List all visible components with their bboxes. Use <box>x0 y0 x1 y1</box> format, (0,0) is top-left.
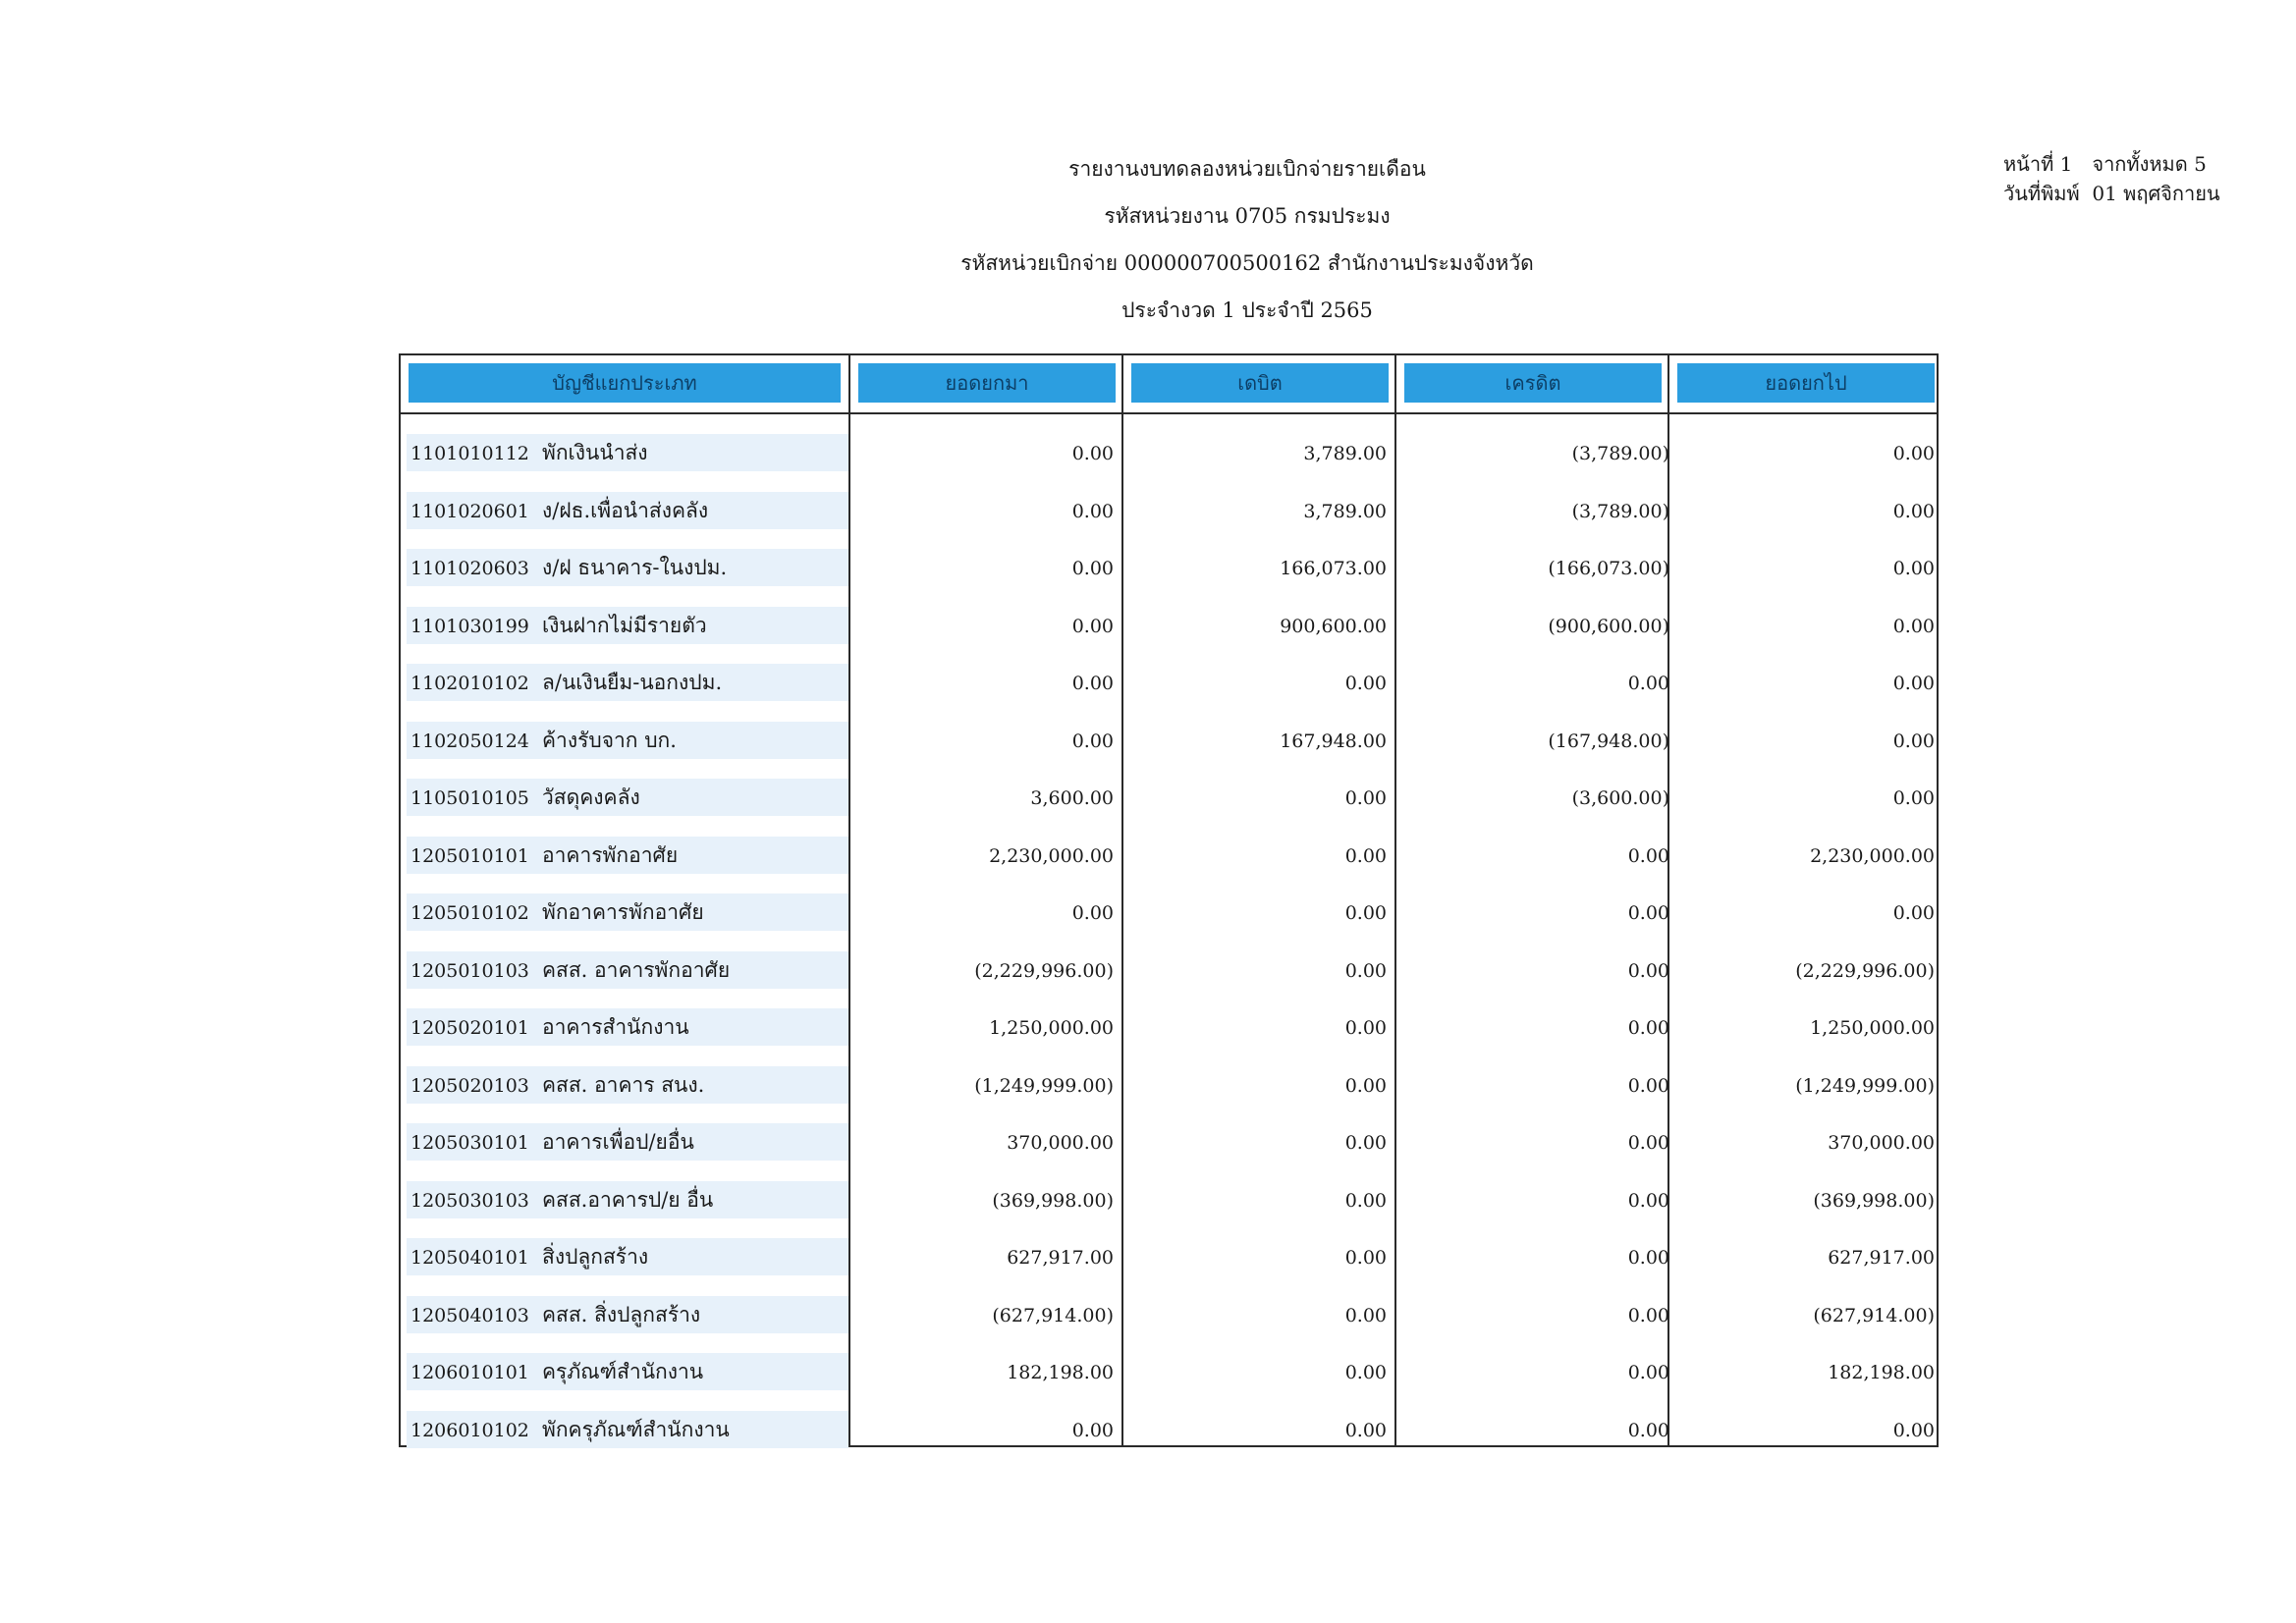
table-row <box>401 771 1937 829</box>
table-row <box>401 944 1937 1001</box>
credit-value: 0.00 <box>1627 1419 1669 1441</box>
carried-forward-value: 0.00 <box>1892 443 1935 464</box>
account-name: คสส.อาคารป/ย อื่น <box>542 1187 714 1212</box>
table-row <box>401 1230 1937 1288</box>
column-header-account: บัญชีแยกประเภท <box>409 363 841 403</box>
column-header-debit: เดบิต <box>1131 363 1389 403</box>
account-code: 1101020601 <box>410 500 529 522</box>
account-code: 1101020603 <box>410 558 529 579</box>
account-name: ครุภัณฑ์สำนักงาน <box>542 1360 704 1383</box>
column-header-carried-forward: ยอดยกไป <box>1677 363 1935 403</box>
account-code: 1205020103 <box>410 1074 529 1097</box>
brought-forward-value: (1,249,999.00) <box>974 1074 1114 1097</box>
credit-value: (3,600.00) <box>1571 787 1669 809</box>
table-row <box>401 829 1937 887</box>
account-name: อาคารพักอาศัย <box>542 842 679 867</box>
carried-forward-value: 370,000.00 <box>1828 1132 1935 1154</box>
credit-value: 0.00 <box>1627 1189 1669 1212</box>
table-row <box>401 426 1937 484</box>
brought-forward-value: 0.00 <box>1071 558 1114 579</box>
brought-forward-value: 0.00 <box>1071 500 1114 522</box>
account-code: 1205010102 <box>410 902 529 924</box>
table-row <box>401 656 1937 714</box>
brought-forward-value: 0.00 <box>1071 673 1114 694</box>
table-row <box>401 714 1937 772</box>
account-name: ค้างรับจาก บก. <box>542 728 677 752</box>
page-info <box>2003 149 2278 208</box>
carried-forward-value: (1,249,999.00) <box>1795 1074 1935 1097</box>
account-name: สิ่งปลูกสร้าง <box>542 1245 649 1269</box>
account-code: 1101010112 <box>410 443 529 464</box>
debit-value: 0.00 <box>1344 1074 1387 1097</box>
account-code: 1205030103 <box>410 1189 529 1212</box>
account-code: 1101030199 <box>410 615 529 637</box>
debit-value: 3,789.00 <box>1303 443 1387 464</box>
debit-value: 0.00 <box>1344 1304 1387 1326</box>
table-header <box>401 363 1937 403</box>
carried-forward-value: 0.00 <box>1892 787 1935 809</box>
brought-forward-value: 0.00 <box>1071 443 1114 464</box>
credit-value: 0.00 <box>1627 902 1669 924</box>
account-name: วัสดุคงคลัง <box>542 785 640 809</box>
account-name: ง/ฝธ.เพื่อนำส่งคลัง <box>542 498 709 522</box>
debit-value: 0.00 <box>1344 1189 1387 1212</box>
carried-forward-value: 627,917.00 <box>1828 1247 1935 1269</box>
brought-forward-value: 2,230,000.00 <box>989 844 1114 867</box>
debit-value: 0.00 <box>1344 1132 1387 1154</box>
credit-value: 0.00 <box>1627 1362 1669 1383</box>
credit-value: (167,948.00) <box>1548 730 1669 752</box>
table-row <box>401 1403 1937 1461</box>
account-name: เงินฝากไม่มีรายตัว <box>542 613 707 637</box>
print-date: 01 พฤศจิกายน <box>2092 182 2220 205</box>
report-header <box>884 145 1611 334</box>
brought-forward-value: (627,914.00) <box>992 1304 1114 1326</box>
account-code: 1205010101 <box>410 844 529 867</box>
carried-forward-value: 182,198.00 <box>1828 1362 1935 1383</box>
print-date-label: วันที่พิมพ์ <box>2003 182 2080 205</box>
debit-value: 0.00 <box>1344 787 1387 809</box>
brought-forward-value: (2,229,996.00) <box>974 959 1114 982</box>
account-name: อาคารเพื่อป/ยอื่น <box>542 1130 694 1154</box>
debit-value: 0.00 <box>1344 844 1387 867</box>
carried-forward-value: 0.00 <box>1892 1419 1935 1441</box>
debit-value: 0.00 <box>1344 673 1387 694</box>
account-name: คสส. สิ่งปลูกสร้าง <box>542 1302 701 1326</box>
credit-value: 0.00 <box>1627 1304 1669 1326</box>
table-row <box>401 1173 1937 1231</box>
account-code: 1102010102 <box>410 673 529 694</box>
carried-forward-value: 0.00 <box>1892 558 1935 579</box>
debit-value: 0.00 <box>1344 1017 1387 1039</box>
brought-forward-value: 0.00 <box>1071 730 1114 752</box>
table-row <box>401 1001 1937 1058</box>
brought-forward-value: 0.00 <box>1071 902 1114 924</box>
carried-forward-value: (2,229,996.00) <box>1795 959 1935 982</box>
credit-value: 0.00 <box>1627 844 1669 867</box>
account-name: คสส. อาคารพักอาศัย <box>542 957 731 982</box>
credit-value: 0.00 <box>1627 1247 1669 1269</box>
carried-forward-value: (627,914.00) <box>1813 1304 1935 1326</box>
brought-forward-value: (369,998.00) <box>992 1189 1114 1212</box>
account-code: 1205010103 <box>410 959 529 982</box>
page-total: จากทั้งหมด 5 <box>2092 152 2207 176</box>
account-code: 1205040101 <box>410 1247 529 1269</box>
account-code: 1205040103 <box>410 1304 529 1326</box>
account-code: 1205020101 <box>410 1017 529 1039</box>
account-name: พักอาคารพักอาศัย <box>542 900 704 924</box>
credit-value: 0.00 <box>1627 959 1669 982</box>
brought-forward-value: 1,250,000.00 <box>989 1017 1114 1039</box>
table-row <box>401 484 1937 542</box>
account-code: 1205030101 <box>410 1132 529 1154</box>
credit-value: 0.00 <box>1627 1017 1669 1039</box>
debit-value: 166,073.00 <box>1280 558 1387 579</box>
debit-value: 3,789.00 <box>1303 500 1387 522</box>
account-name: คสส. อาคาร สนง. <box>542 1072 705 1097</box>
account-name: พักครุภัณฑ์สำนักงาน <box>542 1417 730 1441</box>
table-row <box>401 1345 1937 1403</box>
period-line: ประจำงวด 1 ประจำปี 2565 <box>1121 298 1373 322</box>
debit-value: 0.00 <box>1344 902 1387 924</box>
agency-line: รหัสหน่วยงาน 0705 กรมประมง <box>1104 204 1391 228</box>
debit-value: 0.00 <box>1344 1247 1387 1269</box>
brought-forward-value: 0.00 <box>1071 1419 1114 1441</box>
table-row <box>401 1058 1937 1116</box>
debit-value: 0.00 <box>1344 959 1387 982</box>
carried-forward-value: 0.00 <box>1892 500 1935 522</box>
disbursing-unit-line: รหัสหน่วยเบิกจ่าย 000000700500162 สำนักงานประมงจังหวัด <box>960 251 1534 275</box>
brought-forward-value: 182,198.00 <box>1007 1362 1114 1383</box>
debit-value: 0.00 <box>1344 1419 1387 1441</box>
credit-value: (3,789.00) <box>1571 443 1669 464</box>
carried-forward-value: (369,998.00) <box>1813 1189 1935 1212</box>
credit-value: (166,073.00) <box>1548 558 1669 579</box>
debit-value: 0.00 <box>1344 1362 1387 1383</box>
column-header-brought-forward: ยอดยกมา <box>858 363 1116 403</box>
account-code: 1206010102 <box>410 1419 529 1441</box>
credit-value: (900,600.00) <box>1548 615 1669 637</box>
brought-forward-value: 370,000.00 <box>1007 1132 1114 1154</box>
account-code: 1102050124 <box>410 730 529 752</box>
debit-value: 900,600.00 <box>1280 615 1387 637</box>
carried-forward-value: 0.00 <box>1892 730 1935 752</box>
trial-balance-table <box>399 353 1939 1447</box>
debit-value: 167,948.00 <box>1280 730 1387 752</box>
brought-forward-value: 627,917.00 <box>1007 1247 1114 1269</box>
table-row <box>401 599 1937 657</box>
report-title: รายงานงบทดลองหน่วยเบิกจ่ายรายเดือน <box>1068 157 1426 181</box>
account-code: 1105010105 <box>410 787 529 809</box>
table-row <box>401 1288 1937 1346</box>
carried-forward-value: 1,250,000.00 <box>1810 1017 1935 1039</box>
carried-forward-value: 0.00 <box>1892 615 1935 637</box>
carried-forward-value: 0.00 <box>1892 673 1935 694</box>
carried-forward-value: 2,230,000.00 <box>1810 844 1935 867</box>
account-code: 1206010101 <box>410 1362 529 1383</box>
account-name: อาคารสำนักงาน <box>542 1015 689 1039</box>
account-name: ง/ฝ ธนาคาร-ในงปม. <box>542 556 728 579</box>
credit-value: 0.00 <box>1627 1074 1669 1097</box>
table-row <box>401 886 1937 944</box>
table-row <box>401 541 1937 599</box>
account-name: พักเงินนำส่ง <box>542 441 648 464</box>
credit-value: (3,789.00) <box>1571 500 1669 522</box>
column-header-credit: เครดิต <box>1404 363 1662 403</box>
table-row <box>401 1115 1937 1173</box>
account-name: ล/นเงินยืม-นอกงปม. <box>542 671 723 694</box>
brought-forward-value: 3,600.00 <box>1030 787 1114 809</box>
brought-forward-value: 0.00 <box>1071 615 1114 637</box>
header-divider <box>401 412 1937 414</box>
page-label: หน้าที่ 1 <box>2003 152 2073 176</box>
carried-forward-value: 0.00 <box>1892 902 1935 924</box>
credit-value: 0.00 <box>1627 673 1669 694</box>
credit-value: 0.00 <box>1627 1132 1669 1154</box>
